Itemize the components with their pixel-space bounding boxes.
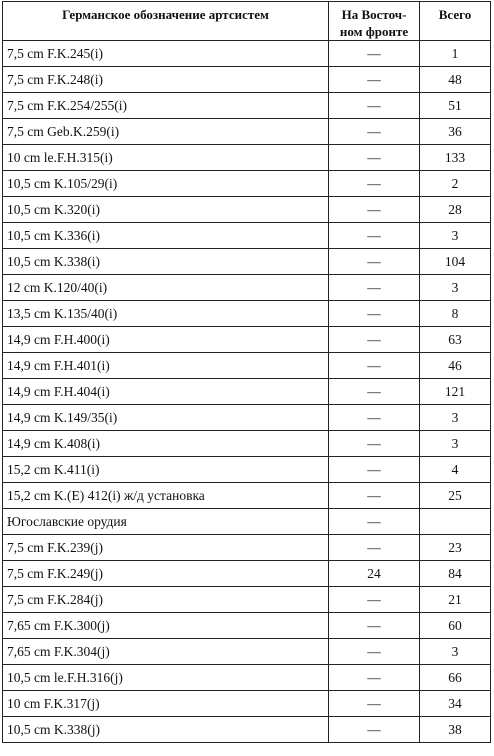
cell-east-front: — — [329, 353, 420, 379]
table-row — [3, 587, 491, 613]
cell-east-front: — — [329, 717, 420, 743]
cell-east-front: — — [329, 587, 420, 613]
table-row — [3, 171, 491, 197]
cell-name: 10,5 cm K.338(i) — [3, 249, 329, 275]
cell-total: 48 — [420, 67, 491, 93]
cell-total — [420, 509, 491, 535]
cell-name: 10 cm le.F.H.315(i) — [3, 145, 329, 171]
cell-total: 25 — [420, 483, 491, 509]
table-row — [3, 613, 491, 639]
cell-name: 7,65 cm F.K.300(j) — [3, 613, 329, 639]
table-row — [3, 457, 491, 483]
cell-total: 133 — [420, 145, 491, 171]
cell-east-front: — — [329, 483, 420, 509]
cell-name: 10,5 cm K.105/29(i) — [3, 171, 329, 197]
cell-east-front: — — [329, 431, 420, 457]
table-row — [3, 665, 491, 691]
cell-total: 36 — [420, 119, 491, 145]
cell-east-front: — — [329, 249, 420, 275]
cell-name: 7,5 cm F.K.239(j) — [3, 535, 329, 561]
cell-name: Югославские орудия — [3, 509, 329, 535]
cell-total: 3 — [420, 275, 491, 301]
cell-east-front: — — [329, 275, 420, 301]
cell-east-front: — — [329, 405, 420, 431]
cell-east-front: — — [329, 535, 420, 561]
table-row — [3, 431, 491, 457]
table-row — [3, 249, 491, 275]
table-row — [3, 223, 491, 249]
cell-total: 46 — [420, 353, 491, 379]
table-row — [3, 353, 491, 379]
cell-east-front: — — [329, 301, 420, 327]
cell-east-front: — — [329, 145, 420, 171]
cell-name: 10 cm F.K.317(j) — [3, 691, 329, 717]
cell-name: 15,2 cm K.411(i) — [3, 457, 329, 483]
cell-east-front: — — [329, 41, 420, 67]
cell-name: 7,5 cm F.K.284(j) — [3, 587, 329, 613]
cell-total: 63 — [420, 327, 491, 353]
cell-total: 1 — [420, 41, 491, 67]
cell-total: 23 — [420, 535, 491, 561]
header-name: Германское обозначение артсистем — [3, 2, 329, 41]
table-row — [3, 509, 491, 535]
table-row — [3, 119, 491, 145]
cell-name: 10,5 cm K.336(i) — [3, 223, 329, 249]
cell-total: 84 — [420, 561, 491, 587]
cell-name: 7,5 cm Geb.K.259(i) — [3, 119, 329, 145]
cell-total: 3 — [420, 639, 491, 665]
table-row — [3, 93, 491, 119]
cell-name: 14,9 cm F.H.400(i) — [3, 327, 329, 353]
cell-total: 34 — [420, 691, 491, 717]
cell-total: 8 — [420, 301, 491, 327]
cell-name: 10,5 cm le.F.H.316(j) — [3, 665, 329, 691]
cell-east-front: 24 — [329, 561, 420, 587]
table-row — [3, 145, 491, 171]
cell-name: 15,2 cm K.(E) 412(i) ж/д установка — [3, 483, 329, 509]
table-row — [3, 561, 491, 587]
cell-east-front: — — [329, 223, 420, 249]
cell-total: 66 — [420, 665, 491, 691]
table-body — [3, 41, 491, 743]
cell-name: 7,65 cm F.K.304(j) — [3, 639, 329, 665]
table-row — [3, 327, 491, 353]
table-row — [3, 67, 491, 93]
cell-total: 21 — [420, 587, 491, 613]
table-row — [3, 379, 491, 405]
table-row — [3, 535, 491, 561]
table-row — [3, 691, 491, 717]
header-east-line1: На Восточ- — [341, 7, 407, 22]
cell-total: 38 — [420, 717, 491, 743]
header-row — [3, 2, 491, 41]
cell-name: 12 cm K.120/40(i) — [3, 275, 329, 301]
header-east-line2: ном фронте — [339, 24, 409, 39]
table-row — [3, 301, 491, 327]
cell-east-front: — — [329, 93, 420, 119]
cell-name: 14,9 cm F.H.401(i) — [3, 353, 329, 379]
table-row — [3, 717, 491, 743]
table-row — [3, 197, 491, 223]
cell-total: 60 — [420, 613, 491, 639]
cell-east-front: — — [329, 197, 420, 223]
header-total: Всего — [420, 2, 491, 41]
cell-name: 7,5 cm F.K.254/255(i) — [3, 93, 329, 119]
cell-name: 13,5 cm K.135/40(i) — [3, 301, 329, 327]
cell-name: 7,5 cm F.K.245(i) — [3, 41, 329, 67]
cell-east-front: — — [329, 327, 420, 353]
cell-total: 2 — [420, 171, 491, 197]
cell-total: 3 — [420, 405, 491, 431]
cell-east-front: — — [329, 379, 420, 405]
cell-name: 14,9 cm F.H.404(i) — [3, 379, 329, 405]
cell-name: 10,5 cm K.320(i) — [3, 197, 329, 223]
cell-name: 14,9 cm K.408(i) — [3, 431, 329, 457]
artillery-table — [2, 1, 491, 743]
cell-total: 121 — [420, 379, 491, 405]
cell-name: 7,5 cm F.K.248(i) — [3, 67, 329, 93]
cell-name: 7,5 cm F.K.249(j) — [3, 561, 329, 587]
cell-total: 4 — [420, 457, 491, 483]
cell-east-front: — — [329, 119, 420, 145]
cell-total: 3 — [420, 431, 491, 457]
header-east-front — [329, 2, 420, 41]
table-row — [3, 275, 491, 301]
cell-east-front: — — [329, 639, 420, 665]
cell-east-front: — — [329, 67, 420, 93]
cell-east-front: — — [329, 509, 420, 535]
table-row — [3, 41, 491, 67]
cell-total: 3 — [420, 223, 491, 249]
table-row — [3, 639, 491, 665]
table-row — [3, 483, 491, 509]
cell-name: 10,5 cm K.338(j) — [3, 717, 329, 743]
cell-total: 28 — [420, 197, 491, 223]
cell-east-front: — — [329, 665, 420, 691]
cell-total: 104 — [420, 249, 491, 275]
table-row — [3, 405, 491, 431]
cell-east-front: — — [329, 691, 420, 717]
cell-total: 51 — [420, 93, 491, 119]
cell-east-front: — — [329, 613, 420, 639]
cell-east-front: — — [329, 171, 420, 197]
cell-name: 14,9 cm K.149/35(i) — [3, 405, 329, 431]
cell-east-front: — — [329, 457, 420, 483]
